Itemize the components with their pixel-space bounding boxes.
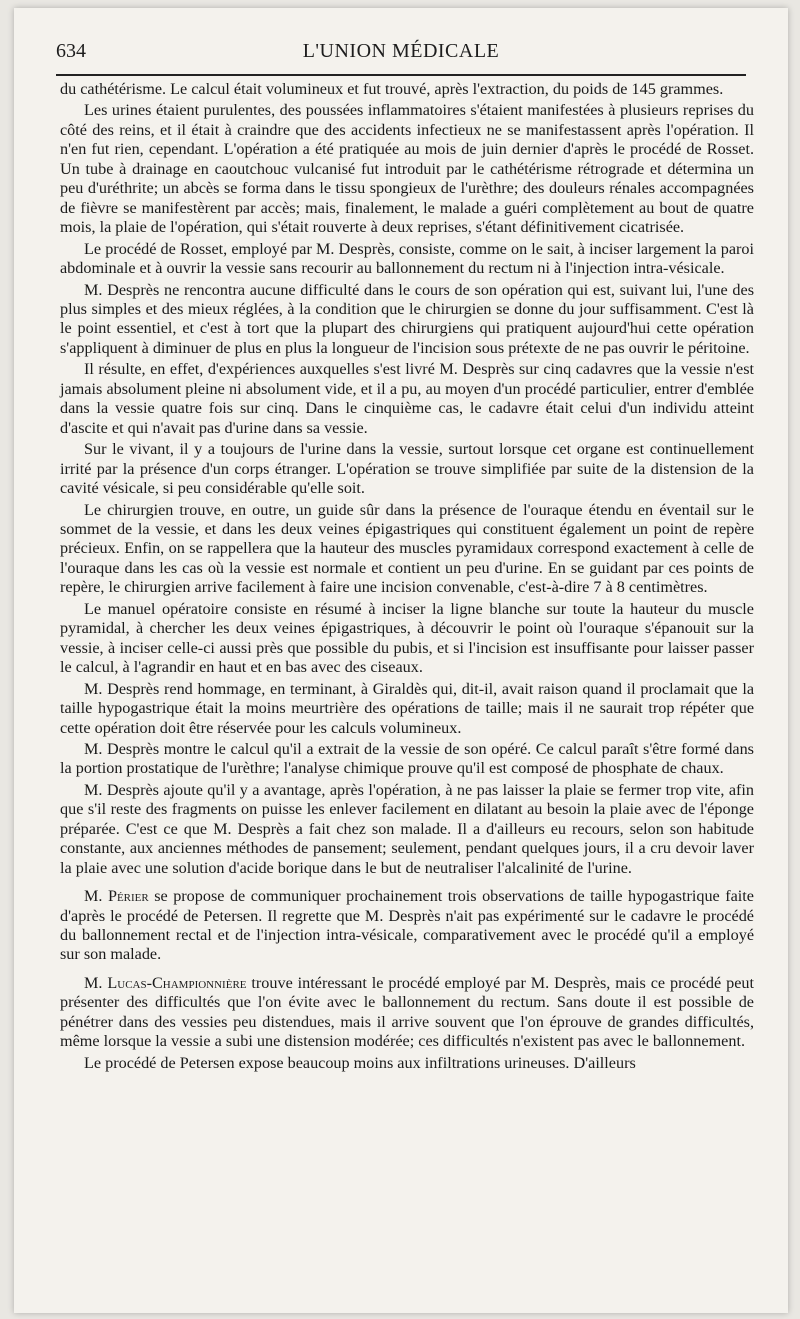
speaker-text: trouve intéressant le procédé employé par M. Desprès, mais ce procédé peut présenter des difficultés que l'on évite avec le ballonnement du rectum. Sans doute il est possible de pénétrer dans des vessies peu distendues, mais il arrive souvent que l'on éprouve de grandes difficultés, même lorsque la vessie a subi une distension modérée; ces difficultés n'existent pas avec le ballonnement. [60, 973, 754, 1051]
speaker-name: Lucas-Championnière [107, 973, 247, 992]
paragraph: M. Desprès ne rencontra aucune difficulté dans le cours de son opération qui est, suivant lui, l'une des plus simples et des mieux réglées, à la condition que le chirurgien se donne du jour suffisamment. C'est là le point essentiel, et c'est à tort que la plupart des chirurgiens qui pratiquent aujourd'hui cette opération s'appliquent à diminuer de plus en plus la longueur de l'incision sous prétexte de ne pas ouvrir le péritoine. [60, 280, 754, 357]
speaker-prefix: M. [84, 887, 108, 906]
page-number: 634 [56, 40, 86, 62]
paragraph: du cathétérisme. Le calcul était volumineux et fut trouvé, après l'extraction, du poids de 145 grammes. [60, 80, 724, 98]
paragraph: Le manuel opératoire consiste en résumé à inciser la ligne blanche sur toute la hauteur du muscle pyramidal, à chercher les deux veines épigastriques, à découvrir le point où l'ouraque s'épanouit sur la vessie, à inciser celle-ci aussi près que possible du pubis, et si l'incision est insuffisante pour laisser passer le calcul, à l'agrandir en haut et en bas avec des ciseaux. [60, 599, 754, 677]
paragraph: Le procédé de Petersen expose beaucoup moins aux infiltrations urineuses. D'ailleurs [84, 1053, 636, 1072]
page [14, 8, 788, 1313]
paragraph-lucas [60, 974, 754, 1052]
speaker-prefix: M. [84, 973, 108, 992]
header-rule [56, 74, 746, 76]
paragraph: M. Desprès montre le calcul qu'il a extrait de la vessie de son opéré. Ce calcul paraît s'être formé dans la portion prostatique de l'urèthre; l'analyse chimique prouve qu'il est composé de phosphate de chaux. [60, 739, 754, 778]
article-body [60, 80, 754, 1075]
paragraph: Le chirurgien trouve, en outre, un guide sûr dans la présence de l'ouraque étendu en éventail sur le sommet de la vessie, et dans les deux veines épigastriques qui constituent également un point de repère précieux. Enfin, on se rappellera que la hauteur des muscles pyramidaux correspond exactement à celle de l'ouraque dans les cas où la vessie est normale et contient un peu d'urine. En se guidant par ces points de repère, le chirurgien arrive facilement à faire une incision convenable, c'est-à-dire 7 à 8 centimètres. [60, 500, 754, 597]
running-title: L'UNION MÉDICALE [302, 40, 500, 62]
running-header [56, 38, 746, 66]
speaker-text: se propose de communiquer prochainement trois observations de taille hypogastrique faite d'après le procédé de Petersen. Il regrette que M. Desprès n'ait pas expérimenté sur le cadavre le procédé du ballonnement rectal et de l'injection intra-vésicale, comparativement avec le procédé qu'il a employé sur son malade. [60, 887, 754, 964]
paragraph: Les urines étaient purulentes, des poussées inflammatoires s'étaient manifestées à plusieurs reprises du côté des reins, et il était à craindre que des accidents infectieux ne se manifestassent après l'opération. Il n'en fut rien, cependant. L'opération a été pratiquée au mois de juin dernier d'après le procédé de Rosset. Un tube à drainage en caoutchouc vulcanisé fut introduit par le cathétérisme rétrograde et détermina un peu d'uréthrite; un abcès se forma dans le tissu spongieux de l'urèthre; des douleurs rénales accompagnées de fièvre se manifestèrent par accès; mais, finalement, le malade a guéri complètement au bout de quatre mois, la plaie de l'opération, qui s'était rouverte à deux reprises, s'étant définitivement cicatrisée. [60, 101, 754, 237]
paragraph: Sur le vivant, il y a toujours de l'urine dans la vessie, surtout lorsque cet organe est continuellement irrité par la présence d'un corps étranger. L'opération se trouve simplifiée par suite de la distension de la cavité vésicale, si peu considérable qu'elle soit. [60, 440, 754, 498]
paragraph: Le procédé de Rosset, employé par M. Desprès, consiste, comme on le sait, à inciser largement la paroi abdominale et à ouvrir la vessie sans recourir au ballonnement du rectum ni à l'injection intra-vésicale. [60, 239, 754, 278]
paragraph: M. Desprès ajoute qu'il y a avantage, après l'opération, à ne pas laisser la plaie se fermer trop vite, afin que s'il reste des fragments on puisse les enlever facilement en dilatant au besoin la plaie avec de l'éponge préparée. C'est ce que M. Desprès a fait chez son malade. Il a d'ailleurs eu recours, selon son habitude constante, aux anciennes méthodes de pansement; seulement, pendant quelques jours, il a cru devoir laver la plaie avec une solution d'acide borique dans le but de neutraliser l'alcalinité de l'urine. [60, 780, 754, 877]
paragraph: M. Desprès rend hommage, en terminant, à Giraldès qui, dit-il, avait raison quand il proclamait que la taille hypogastrique était la moins meurtrière des opérations de taille; mais il ne saurait trop répéter que cette opération doit être réservée pour les calculs volumineux. [60, 679, 754, 737]
paragraph-perier [60, 887, 754, 965]
speaker-name: Périer [107, 887, 149, 906]
paragraph: Il résulte, en effet, d'expériences auxquelles s'est livré M. Desprès sur cinq cadavres que la vessie n'est jamais absolument pleine ni absolument vide, et il a pu, au moyen d'un procédé particulier, entrer d'emblée dans la vessie quatre fois sur cinq. Dans le cinquième cas, le cadavre était celui d'un individu atteint d'ascite et qui n'avait pas d'urine dans sa vessie. [60, 360, 754, 437]
